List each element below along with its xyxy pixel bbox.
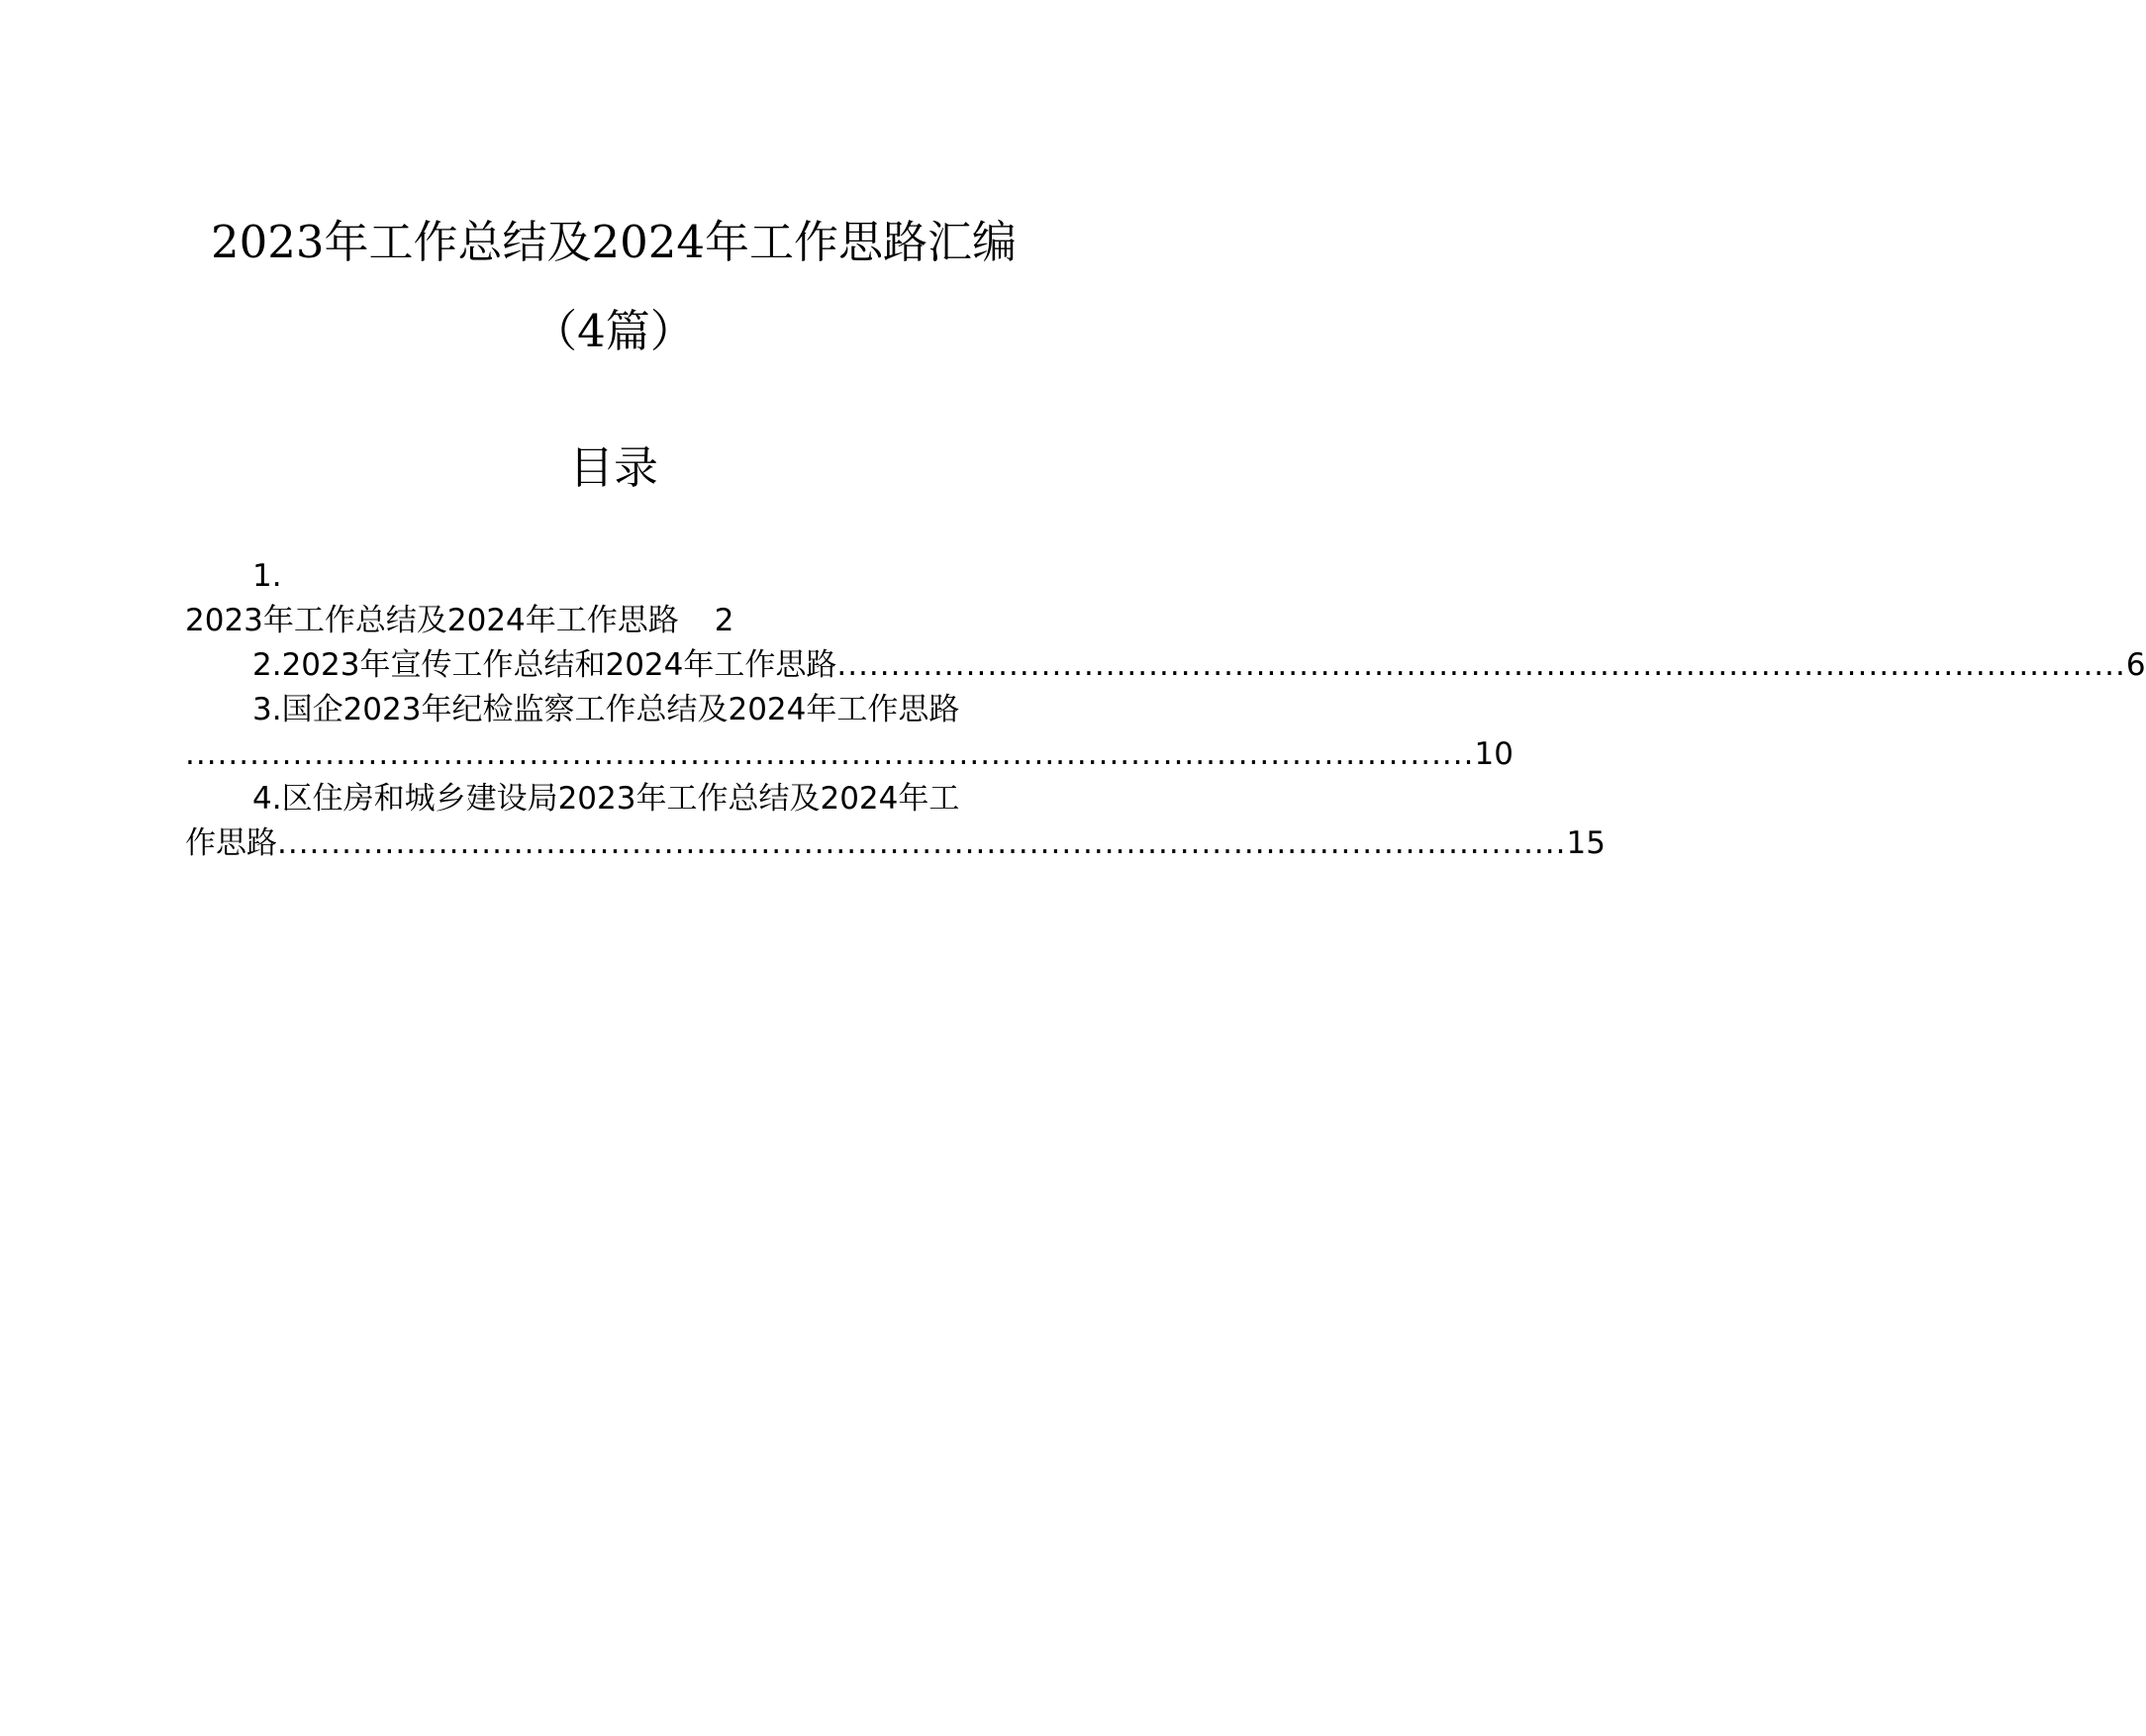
toc-entry-page: 2: [714, 603, 734, 638]
toc-entry-1-number-line: [185, 554, 1042, 599]
toc-entry-4[interactable]: [185, 777, 1042, 821]
toc-heading: 目录: [568, 441, 658, 494]
toc-dot-leader: ........................................................................................................................: [277, 825, 1567, 861]
toc-entry-4-continuation: [185, 821, 1606, 866]
toc-entry-3[interactable]: [185, 688, 1042, 732]
document-subtitle: （4篇）: [533, 305, 695, 357]
toc-entry-title[interactable]: 区住房和城乡建设局2023年工作总结及2024年工: [281, 781, 960, 817]
toc-entry-title-continuation[interactable]: 作思路: [185, 825, 277, 861]
toc-entry-2[interactable]: [185, 643, 2146, 688]
toc-entry-title[interactable]: 国企2023年纪检监察工作总结及2024年工作思路: [281, 692, 960, 727]
table-of-contents: [185, 554, 2146, 866]
document-title: 2023年工作总结及2024年工作思路汇编: [210, 216, 1018, 268]
toc-entry-title[interactable]: 2023年宣传工作总结和2024年工作思路: [281, 647, 837, 683]
toc-dot-leader: ........................................................................................................................: [185, 736, 1475, 772]
toc-entry-number: 2.: [252, 647, 282, 683]
toc-entry-number: 4.: [252, 781, 282, 817]
toc-entry-number[interactable]: 1.: [252, 558, 282, 594]
toc-entry-page: 6: [2125, 647, 2146, 683]
toc-entry-1[interactable]: [185, 599, 1042, 643]
toc-entry-title[interactable]: 2023年工作总结及2024年工作思路: [185, 603, 679, 638]
toc-entry-3-continuation: [185, 732, 1513, 777]
toc-dot-leader: ........................................................................................................................: [836, 647, 2126, 683]
toc-entry-page: 10: [1474, 736, 1513, 772]
toc-entry-page: 15: [1566, 825, 1606, 861]
toc-entry-number: 3.: [252, 692, 282, 727]
